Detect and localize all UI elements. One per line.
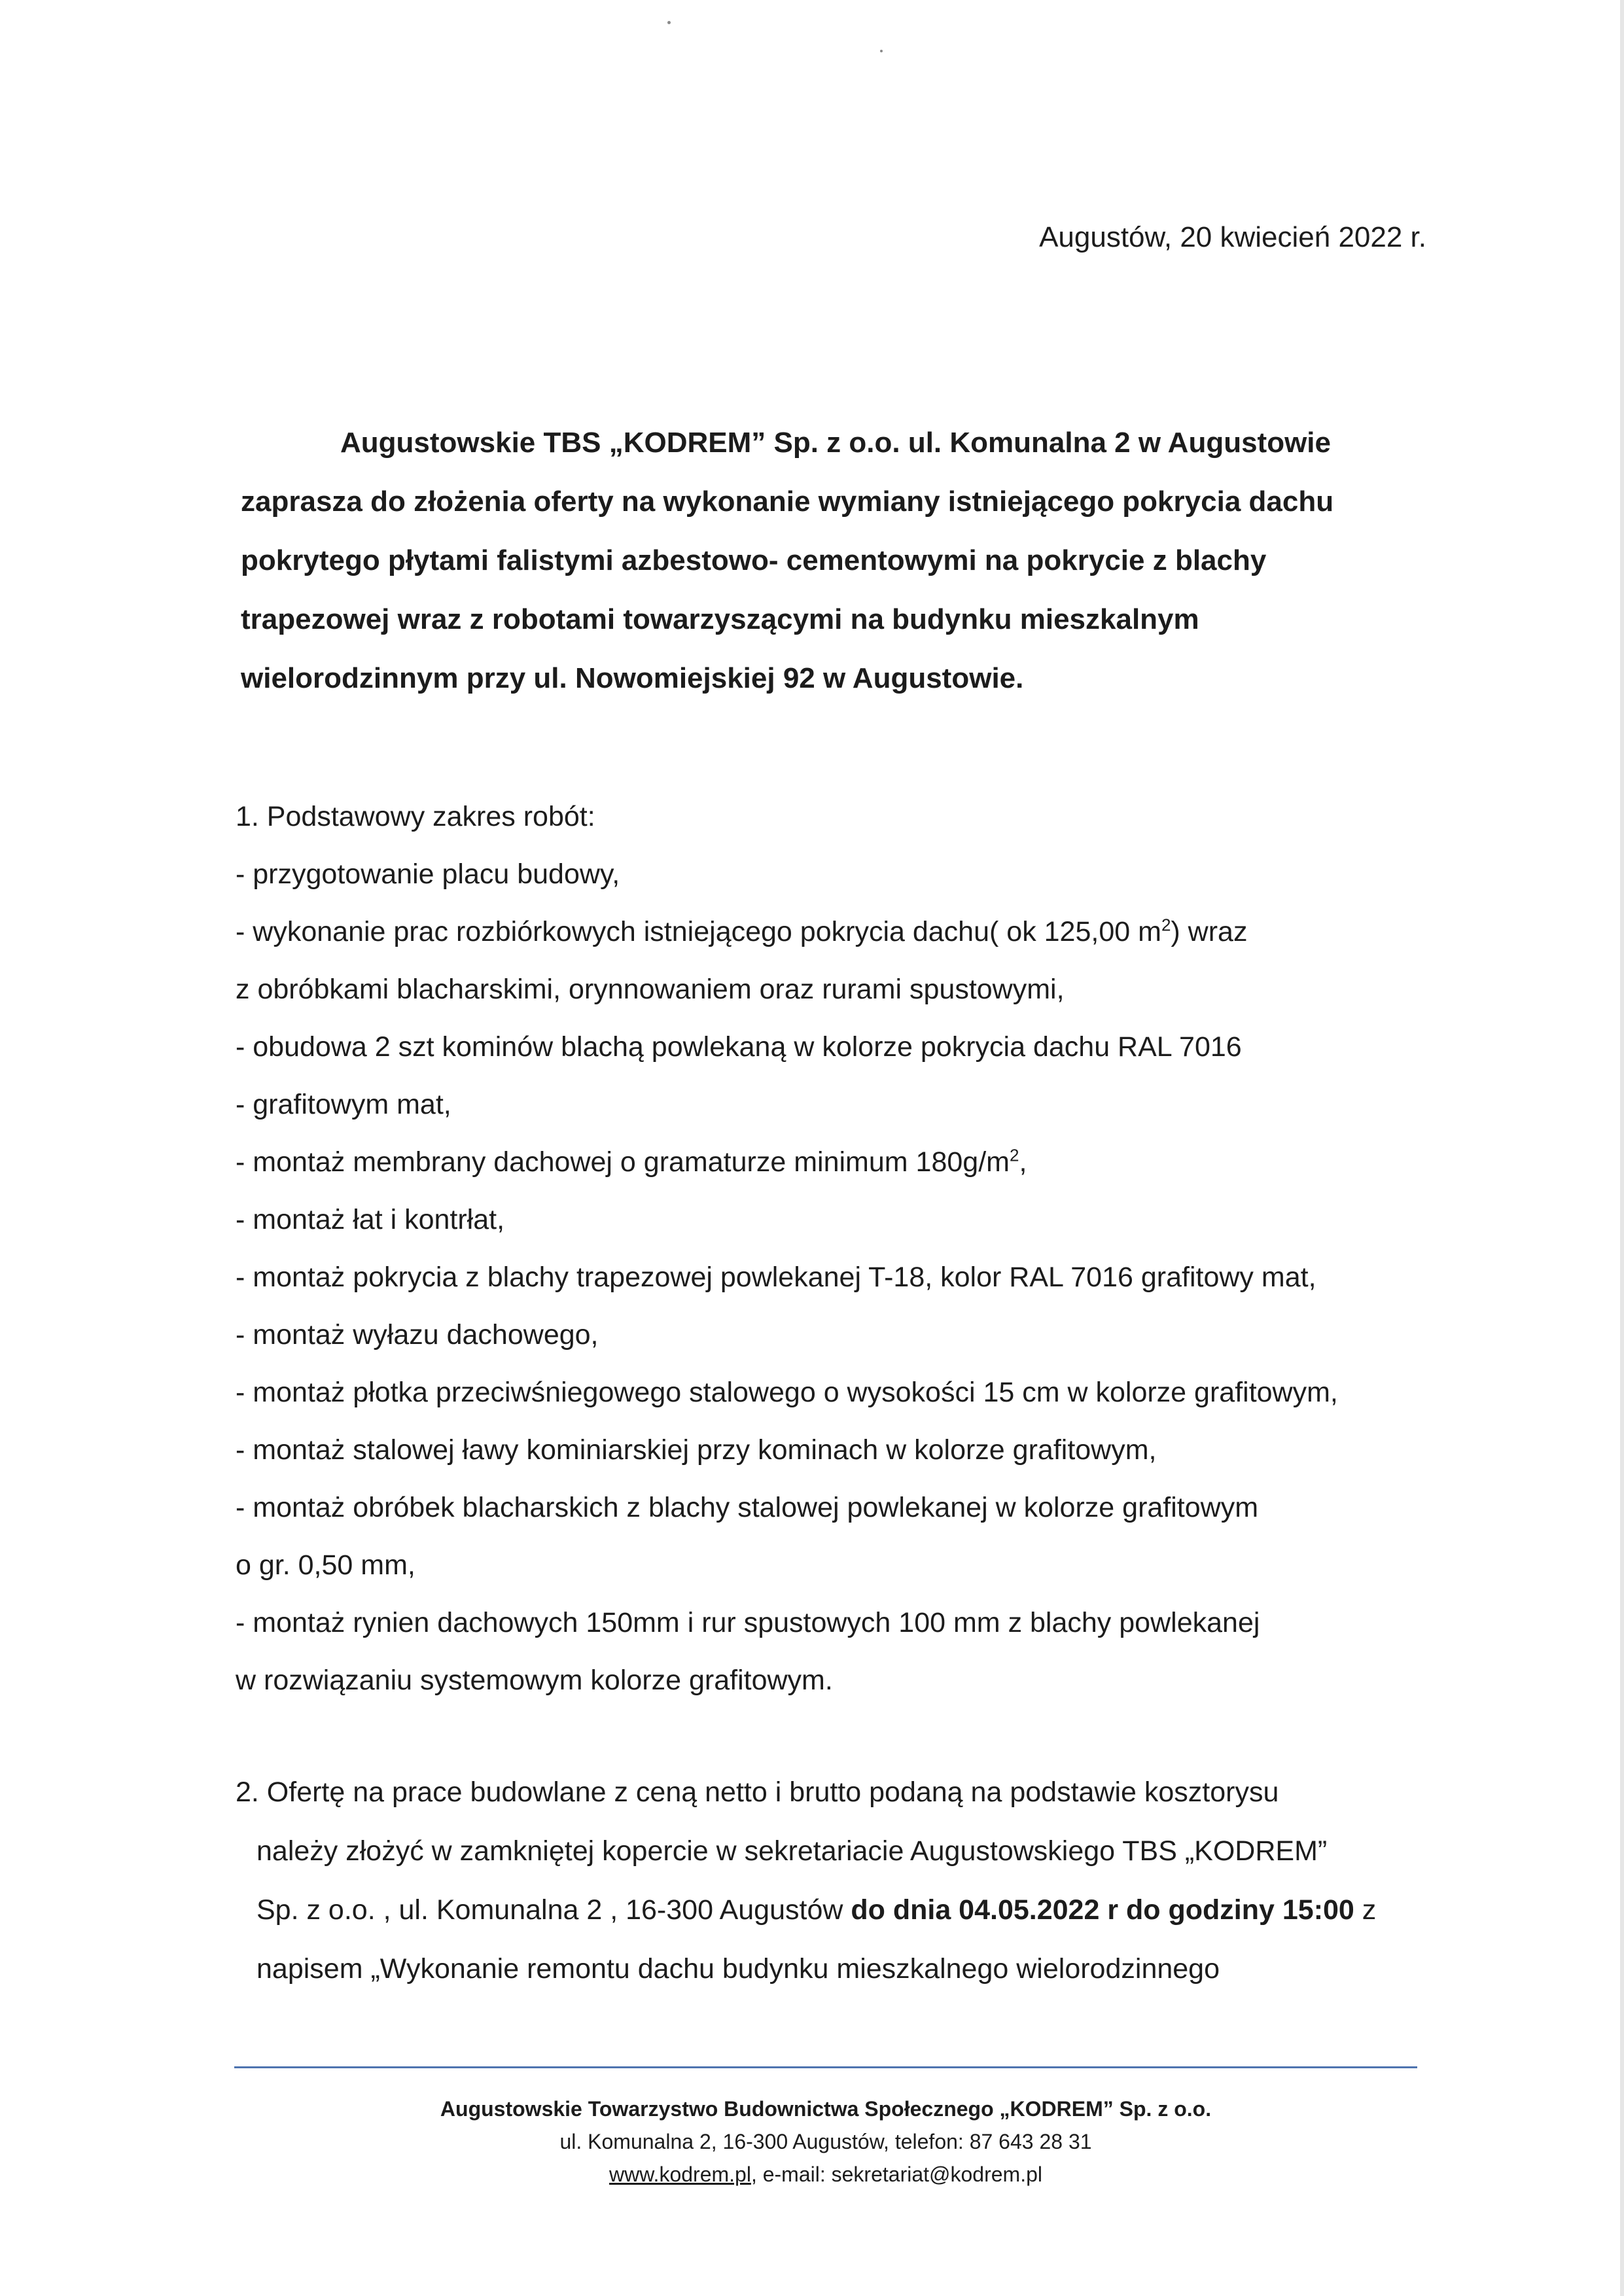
- section-heading: 1. Podstawowy zakres robót:: [236, 801, 595, 832]
- superscript: 2: [1009, 1145, 1019, 1165]
- scope-item: z obróbkami blacharskimi, orynnowaniem oraz rurami spustowymi,: [236, 974, 1065, 1005]
- offer-line: 2. Ofertę na prace budowlane z ceną netto i brutto podaną na podstawie kosztorysu: [236, 1776, 1279, 1808]
- scope-item: - montaż obróbek blacharskich z blachy stalowej powlekanej w kolorze grafitowym: [236, 1492, 1259, 1523]
- intro-line: trapezowej wraz z robotami towarzyszącymi na budynku mieszkalnym: [241, 603, 1199, 635]
- letterhead-footer: [234, 2093, 1417, 2191]
- intro-line: zaprasza do złożenia oferty na wykonanie wymiany istniejącego pokrycia dachu: [241, 486, 1334, 518]
- scope-item: - montaż pokrycia z blachy trapezowej powlekanej T-18, kolor RAL 7016 grafitowy mat,: [236, 1262, 1316, 1293]
- scan-speck: [667, 21, 671, 24]
- intro-line: Augustowskie TBS „KODREM” Sp. z o.o. ul. Komunalna 2 w Augustowie: [340, 427, 1332, 459]
- scope-item: - montaż łat i kontrłat,: [236, 1204, 505, 1235]
- scope-item-text: - montaż membrany dachowej o gramaturze minimum 180g/m: [236, 1146, 1010, 1178]
- scope-of-work-section: [236, 788, 1466, 1709]
- scope-item: o gr. 0,50 mm,: [236, 1549, 415, 1581]
- offer-line-text: z: [1354, 1894, 1377, 1926]
- intro-line: pokrytego płytami falistymi azbestowo- cementowymi na pokrycie z blachy: [241, 544, 1267, 576]
- scope-item: - montaż stalowej ławy kominiarskiej przy kominach w kolorze grafitowym,: [236, 1434, 1157, 1466]
- offer-line: napisem „Wykonanie remontu dachu budynku mieszkalnego wielorodzinnego: [256, 1953, 1220, 1985]
- intro-paragraph: [241, 414, 1432, 708]
- intro-line: wielorodzinnym przy ul. Nowomiejskiej 92 w Augustowie.: [241, 662, 1024, 694]
- scope-item: - montaż rynien dachowych 150mm i rur spustowych 100 mm z blachy powlekanej: [236, 1607, 1260, 1638]
- footer-email: , e-mail: sekretariat@kodrem.pl: [750, 2163, 1042, 2186]
- website-link[interactable]: www.kodrem.pl: [609, 2163, 751, 2186]
- scope-item: - montaż płotka przeciwśniegowego stalowego o wysokości 15 cm w kolorze grafitowym,: [236, 1377, 1338, 1408]
- letter-date: Augustów, 20 kwiecień 2022 r.: [1039, 221, 1426, 253]
- scope-item: - grafitowym mat,: [236, 1089, 451, 1120]
- offer-submission-section: [236, 1763, 1466, 1998]
- deadline-text: do dnia 04.05.2022 r do godziny 15:00: [851, 1894, 1354, 1926]
- scope-item: - montaż wyłazu dachowego,: [236, 1319, 599, 1351]
- offer-line: należy złożyć w zamkniętej kopercie w sekretariacie Augustowskiego TBS „KODREM”: [256, 1835, 1328, 1867]
- scope-item-text: ,: [1019, 1146, 1027, 1178]
- scope-item: w rozwiązaniu systemowym kolorze grafitowym.: [236, 1665, 833, 1696]
- offer-line-text: Sp. z o.o. , ul. Komunalna 2 , 16-300 Augustów: [256, 1894, 851, 1926]
- footer-address: ul. Komunalna 2, 16-300 Augustów, telefon: 87 643 28 31: [559, 2130, 1092, 2153]
- superscript: 2: [1161, 915, 1171, 935]
- scan-speck: [880, 50, 883, 52]
- footer-divider: [234, 2066, 1417, 2068]
- scope-item: [236, 903, 1466, 961]
- scope-item-text: ) wraz: [1171, 916, 1248, 947]
- scope-item: - obudowa 2 szt kominów blachą powlekaną w kolorze pokrycia dachu RAL 7016: [236, 1031, 1242, 1063]
- footer-contact: [234, 2158, 1417, 2191]
- scope-item-text: - wykonanie prac rozbiórkowych istniejącego pokrycia dachu( ok 125,00 m: [236, 916, 1161, 947]
- scope-item: - przygotowanie placu budowy,: [236, 858, 620, 890]
- scope-item: [236, 1133, 1466, 1191]
- scan-edge: [1620, 0, 1624, 2296]
- offer-line: [236, 1881, 1466, 1939]
- footer-company-name: Augustowskie Towarzystwo Budownictwa Społecznego „KODREM” Sp. z o.o.: [440, 2097, 1212, 2121]
